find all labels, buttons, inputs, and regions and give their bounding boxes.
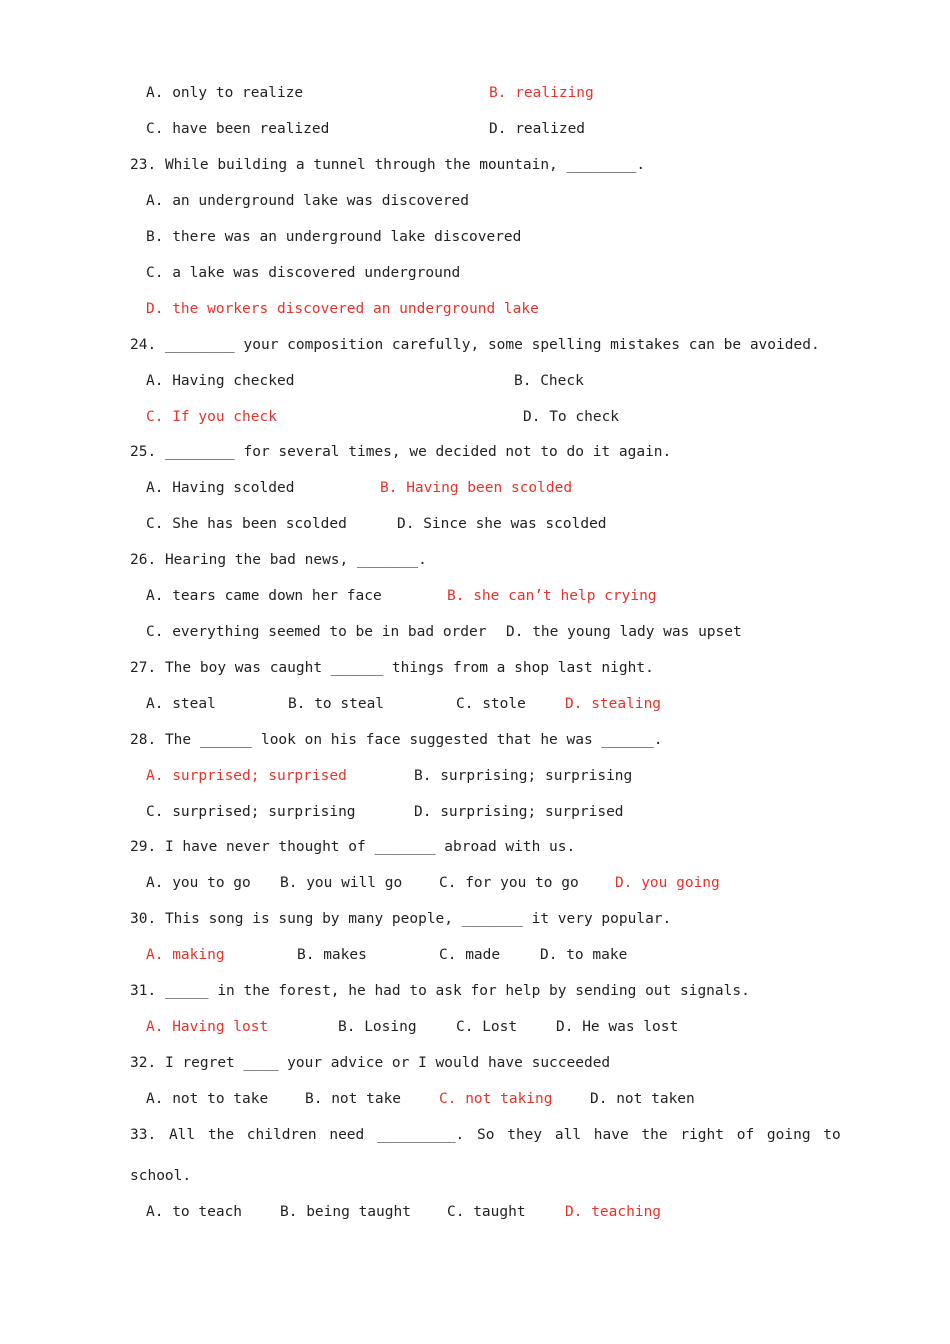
option-27-a: A. steal [146,696,216,712]
option-23-c: C. a lake was discovered underground [146,265,461,281]
option-24-d: D. To check [523,409,620,425]
option-29-a: A. you to go [146,875,251,891]
option-29-d: D. you going [615,875,720,891]
option-32-d: D. not taken [590,1091,695,1107]
question-31-stem: 31. _____ in the forest, he had to ask for help by sending out signals. [130,983,750,999]
option-25-c: C. She has been scolded [146,516,347,532]
question-30-stem: 30. This song is sung by many people, _______ it very popular. [130,911,672,927]
option-27-c: C. stole [456,696,526,712]
option-33-c: C. taught [447,1204,526,1220]
option-29-b: B. you will go [280,875,403,891]
option-27-b: B. to steal [288,696,385,712]
option-24-b: B. Check [514,373,584,389]
option-26-a: A. tears came down her face [146,588,382,604]
option-32-b: B. not take [305,1091,402,1107]
question-24-stem: 24. ________ your composition carefully, some spelling mistakes can be avoided. [130,337,820,353]
option-30-c: C. made [439,947,501,963]
question-27-stem: 27. The boy was caught ______ things from a shop last night. [130,660,654,676]
question-23-stem: 23. While building a tunnel through the mountain, ________. [130,157,646,173]
option-25-d: D. Since she was scolded [397,516,607,532]
question-33-stem-continued: school. [130,1168,192,1184]
option-25-b: B. Having been scolded [380,480,573,496]
option-29-c: C. for you to go [439,875,579,891]
option-33-d: D. teaching [565,1204,662,1220]
option-31-c: C. Lost [456,1019,518,1035]
option-24-c: C. If you check [146,409,277,425]
option-30-a: A. making [146,947,225,963]
option-22-a: A. only to realize [146,85,304,101]
option-22-b: B. realizing [489,85,594,101]
option-32-c: C. not taking [439,1091,553,1107]
option-31-d: D. He was lost [556,1019,679,1035]
question-29-stem: 29. I have never thought of _______ abroad with us. [130,839,576,855]
option-31-b: B. Losing [338,1019,417,1035]
option-22-c: C. have been realized [146,121,330,137]
option-33-b: B. being taught [280,1204,411,1220]
option-28-c: C. surprised; surprising [146,804,356,820]
option-28-b: B. surprising; surprising [414,768,633,784]
option-23-a: A. an underground lake was discovered [146,193,470,209]
option-33-a: A. to teach [146,1204,243,1220]
option-24-a: A. Having checked [146,373,295,389]
question-25-stem: 25. ________ for several times, we decided not to do it again. [130,444,672,460]
option-30-d: D. to make [540,947,628,963]
option-28-a: A. surprised; surprised [146,768,347,784]
option-22-d: D. realized [489,121,586,137]
option-25-a: A. Having scolded [146,480,295,496]
question-33-stem: 33. All the children need _________. So they all have the right of going to [130,1127,841,1143]
question-32-stem: 32. I regret ____ your advice or I would have succeeded [130,1055,611,1071]
option-31-a: A. Having lost [146,1019,269,1035]
option-28-d: D. surprising; surprised [414,804,624,820]
option-26-d: D. the young lady was upset [506,624,742,640]
option-26-b: B. she can’t help crying [447,588,657,604]
option-27-d: D. stealing [565,696,662,712]
option-23-d: D. the workers discovered an underground lake [146,301,539,317]
option-23-b: B. there was an underground lake discovered [146,229,522,245]
question-28-stem: 28. The ______ look on his face suggested that he was ______. [130,732,663,748]
option-32-a: A. not to take [146,1091,269,1107]
option-26-c: C. everything seemed to be in bad order [146,624,487,640]
question-26-stem: 26. Hearing the bad news, _______. [130,552,427,568]
option-30-b: B. makes [297,947,367,963]
